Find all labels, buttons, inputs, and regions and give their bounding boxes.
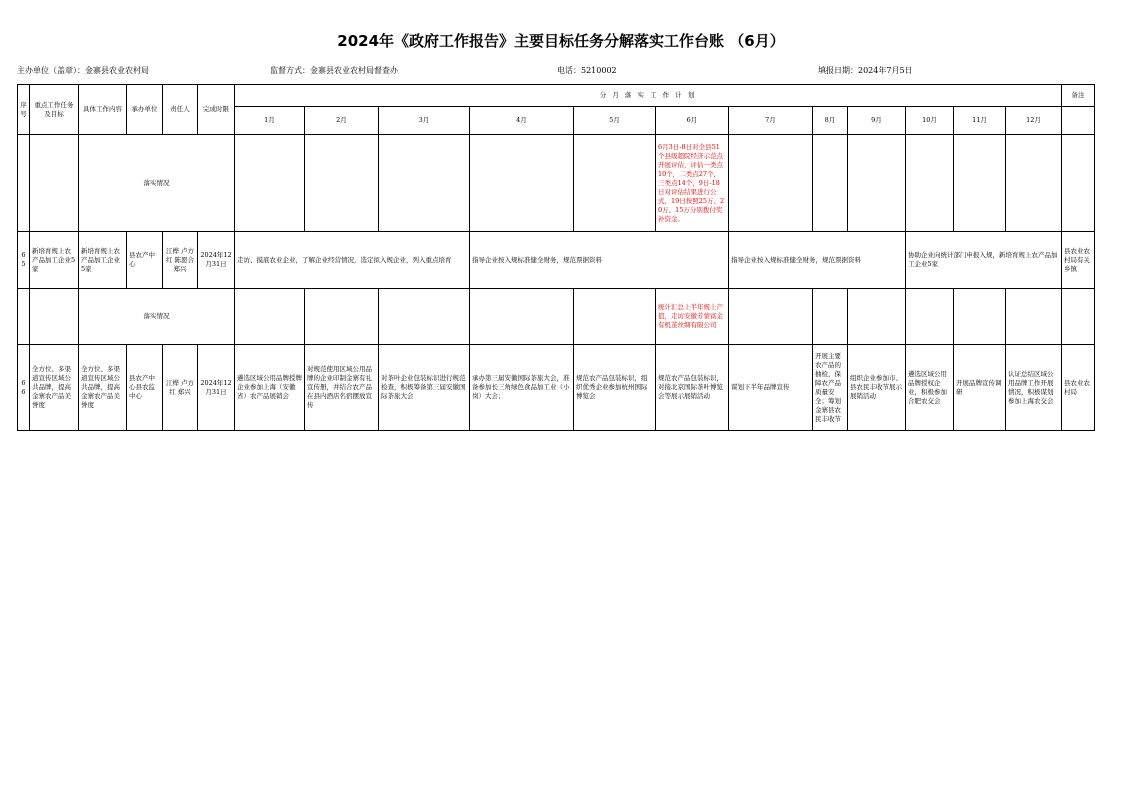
plan-q2-cell: 指导企业按入规标准健全财务，规范票据资料 [470,232,729,289]
header-row [18,85,1095,107]
plan-q1-cell: 走访、摸底农业企业，了解企业经营情况，选定拟入规企业，列入重点培育 [235,232,470,289]
header-no: 序号 [18,85,30,135]
header-month: 1月 [235,107,305,135]
plan-month-2: 对规范使用区域公用品牌的企业印制金寨有礼宣传册，并结合农产品在县内酒店名宿摆放宣传 [305,345,379,431]
plan-month-3: 对茶叶企业包装标识进行规范检查，积极筹备第三届安徽国际茶旅大会 [379,345,470,431]
content-cell: 全方位、多渠道宣传区域公共品牌，提高金寨农产品美誉度 [79,345,127,431]
unit-cell: 县农产中心县农监中心 [127,345,163,431]
supervision-method: 监督方式：金寨县农业农村局督查办 [270,66,398,75]
header-key-task: 重点工作任务及目标 [30,85,79,135]
plan-month-1: 遴选区域公用品牌授牌企业参加上海（安徽省）农产品展销会 [235,345,305,431]
status-label: 落实情况 [79,135,235,232]
header-month: 11月 [954,107,1006,135]
header-month: 9月 [848,107,906,135]
plan-month-12: 认证总结区域公用品牌工作开展情况，积极谋划参加上海农交会 [1006,345,1062,431]
owner-cell: 江桦 卢方红 陈愿合 郑兴 [163,232,198,289]
table-row [18,345,1095,431]
status-row [18,135,1095,232]
contact-phone: 电话：5210002 [557,66,617,75]
row-number: 65 [18,232,30,289]
status-june: 统计汇总上半年规上产值，走访安徽芳蒙富金有机茧丝绸有限公司 [656,289,729,345]
header-month: 12月 [1006,107,1062,135]
header-remarks: 备注 [1062,85,1095,107]
deadline-cell: 2024年12月31日 [198,345,235,431]
row-number: 66 [18,345,30,431]
unit-cell: 县农产中心 [127,232,163,289]
header-month: 10月 [906,107,954,135]
header-month: 2月 [305,107,379,135]
remarks-cell: 县农业农村局有关乡镇 [1062,232,1095,289]
header-month: 4月 [470,107,574,135]
document-title: 2024年《政府工作报告》主要目标任务分解落实工作台账 （6月） [337,32,785,50]
header-month: 3月 [379,107,470,135]
status-row [18,289,1095,345]
header-content: 具体工作内容 [79,85,127,135]
owner-cell: 江桦 卢方红 郑兴 [163,345,198,431]
header-month: 5月 [574,107,656,135]
plan-month-9: 组织企业参加市、县农民丰收节展示展销活动 [848,345,906,431]
fill-date: 填报日期：2024年7月5日 [818,66,913,75]
content-cell: 新培育规上农产品加工企业5家 [79,232,127,289]
deadline-cell: 2024年12月31日 [198,232,235,289]
remarks-cell: 县农业农村局 [1062,345,1095,431]
header-month: 7月 [729,107,813,135]
table-row [18,232,1095,289]
header-owner: 责任人 [163,85,198,135]
header-deadline: 完成时限 [198,85,235,135]
header-unit: 承办单位 [127,85,163,135]
header-month: 6月 [656,107,729,135]
plan-month-5: 规范农产品包装标识，组织优秀企业参加杭州国际博览会 [574,345,656,431]
plan-month-10: 遴选区域公用品牌授权企业，积极参加合肥农交会 [906,345,954,431]
plan-month-7: 谋划下半年品牌宣传 [729,345,813,431]
plan-month-11: 开展品牌宣传调研 [954,345,1006,431]
plan-q3-cell: 指导企业按入规标准健全财务，规范票据资料 [729,232,906,289]
ledger-table [17,84,1095,431]
header-remarks-blank [1062,107,1095,135]
plan-q4-cell: 协助企业向统计部门申报入规，新培育规上农产品加工企业5家 [906,232,1062,289]
key-task-cell: 全方位、多渠道宣传区域公共品牌，提高金寨农产品美誉度 [30,345,79,431]
host-organization: 主办单位（盖章）：金寨县农业农村局 [17,66,149,75]
plan-month-4: 承办第三届安徽国际茶旅大会，准备参加长三角绿色食品加工业（小岗）大会； [470,345,574,431]
header-month: 8月 [813,107,848,135]
plan-month-8: 开展主要农产品的抽检，保障农产品质量安全；筹划金寨县农民丰收节 [813,345,848,431]
header-monthly-plan: 分 月 落 实 工 作 计 划 [235,85,1062,107]
key-task-cell: 新培育规上农产品加工企业5家 [30,232,79,289]
status-june: 6月3日-8日对全县51个县级超院经济示范点开展评估，评估一类点10个，二类点27个，三类点14个，9日-18日对评估结果进行公式，19日按照25万、20万、15万分别拨付奖补资金。 [656,135,729,232]
plan-month-6: 规范农产品包装标识，对接北京国际茶叶博览会等展示展销活动 [656,345,729,431]
status-label: 落实情况 [79,289,235,345]
